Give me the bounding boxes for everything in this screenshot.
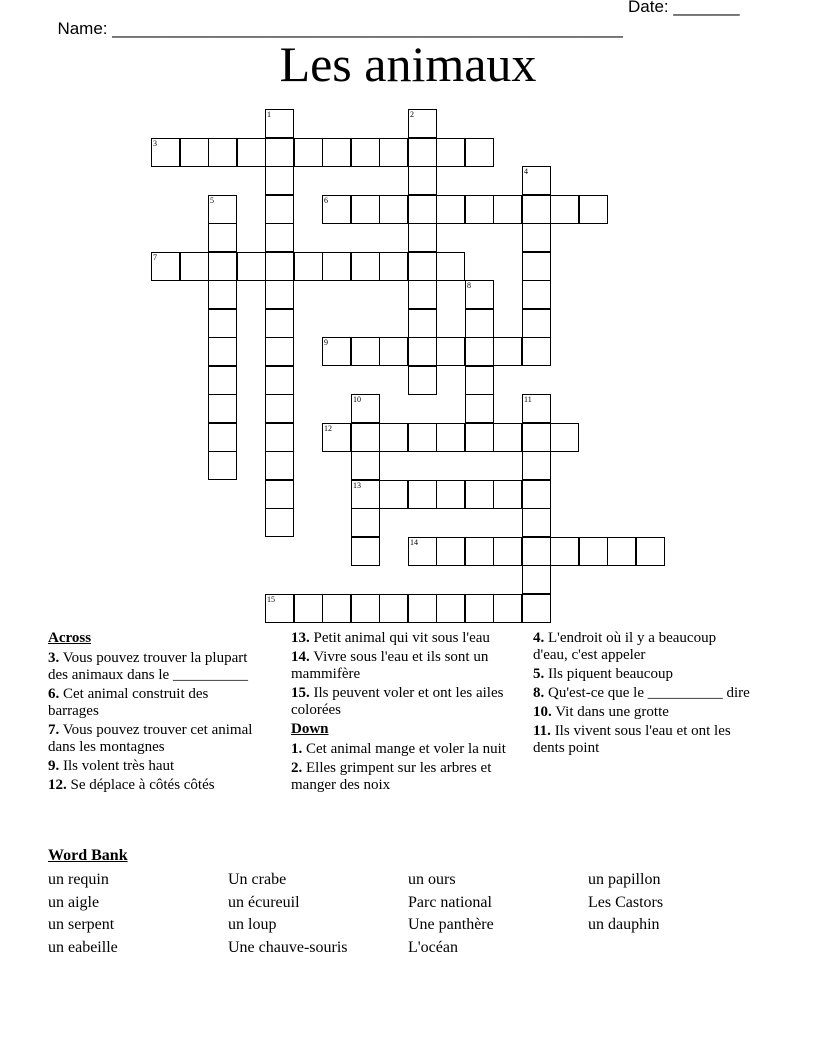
grid-cell[interactable] (265, 394, 294, 423)
grid-cell[interactable] (322, 594, 351, 623)
grid-cell[interactable] (550, 195, 579, 224)
grid-cell[interactable] (465, 366, 494, 395)
clue-text: Qu'est-ce que le __________ dire (548, 685, 750, 701)
grid-cell[interactable] (465, 138, 494, 167)
page-title: Les animaux (279, 36, 537, 92)
grid-cell[interactable] (351, 423, 380, 452)
cell-number: 2 (410, 110, 414, 119)
grid-cell[interactable] (465, 423, 494, 452)
grid-cell[interactable] (208, 138, 237, 167)
grid-cell[interactable] (351, 138, 380, 167)
grid-cell[interactable] (522, 166, 551, 195)
clue (533, 704, 753, 721)
word-bank-item: un dauphin (588, 916, 660, 933)
grid-cell[interactable] (493, 337, 522, 366)
word-bank-column (228, 869, 408, 959)
grid-cell[interactable] (379, 480, 408, 509)
grid-cell[interactable] (408, 195, 437, 224)
clue (533, 630, 753, 664)
grid-cell[interactable] (550, 537, 579, 566)
clue-number: 7. (48, 722, 60, 738)
cell-number: 7 (153, 253, 157, 262)
grid-cell[interactable] (493, 594, 522, 623)
clue-text: Vivre sous l'eau et ils sont un mammifère (291, 649, 489, 682)
grid-cell[interactable] (522, 223, 551, 252)
grid-cell[interactable] (265, 109, 294, 138)
clue-number: 9. (48, 758, 60, 774)
grid-cell[interactable] (607, 537, 636, 566)
grid-cell[interactable] (522, 195, 551, 224)
grid-cell[interactable] (436, 480, 465, 509)
grid-cell[interactable] (493, 195, 522, 224)
grid-cell[interactable] (493, 480, 522, 509)
clue (48, 722, 254, 756)
grid-cell[interactable] (465, 337, 494, 366)
grid-cell[interactable] (265, 280, 294, 309)
grid-cell[interactable] (436, 337, 465, 366)
grid-cell[interactable] (465, 537, 494, 566)
grid-cell[interactable] (265, 309, 294, 338)
grid-cell[interactable] (408, 366, 437, 395)
word-bank-column (588, 869, 768, 937)
grid-cell[interactable] (522, 309, 551, 338)
clue-text: Cet animal construit des barrages (48, 686, 209, 719)
clue (291, 741, 506, 758)
grid-cell[interactable] (408, 537, 437, 566)
grid-cell[interactable] (436, 252, 465, 281)
clue-text: Ils peuvent voler et ont les ailes colorées (291, 685, 504, 718)
grid-cell[interactable] (351, 252, 380, 281)
clue-number: 10. (533, 704, 552, 720)
word-bank-item: Une chauve-souris (228, 938, 348, 956)
grid-cell[interactable] (436, 195, 465, 224)
word-bank-item: un aigle (48, 893, 100, 911)
grid-cell[interactable] (436, 537, 465, 566)
grid-cell[interactable] (351, 394, 380, 423)
grid-cell[interactable] (351, 537, 380, 566)
clue-number: 12. (48, 777, 67, 793)
word-bank-item: L'océan (408, 938, 458, 956)
clue-text: Petit animal qui vit sous l'eau (313, 630, 490, 646)
clue (48, 758, 254, 775)
grid-cell[interactable] (237, 252, 266, 281)
grid-cell[interactable] (522, 508, 551, 537)
grid-cell[interactable] (208, 252, 237, 281)
grid-cell[interactable] (294, 138, 323, 167)
grid-cell[interactable] (237, 138, 266, 167)
clue (48, 686, 254, 720)
grid-cell[interactable] (294, 594, 323, 623)
cell-number: 8 (467, 281, 471, 290)
grid-cell[interactable] (351, 195, 380, 224)
word-bank-item: un ours (408, 871, 456, 888)
clue (291, 760, 506, 794)
word-bank-column (48, 869, 228, 959)
grid-cell[interactable] (465, 394, 494, 423)
grid-cell[interactable] (208, 366, 237, 395)
word-bank-item: un eabeille (48, 938, 118, 956)
cell-number: 3 (153, 139, 157, 148)
cell-number: 1 (267, 110, 271, 119)
cell-number: 12 (324, 424, 332, 433)
clue (291, 630, 506, 647)
cell-number: 4 (524, 167, 528, 176)
grid-cell[interactable] (408, 309, 437, 338)
grid-cell[interactable] (379, 423, 408, 452)
clue-text: Se déplace à côtés côtés (70, 777, 215, 793)
grid-cell[interactable] (550, 423, 579, 452)
grid-cell[interactable] (465, 280, 494, 309)
word-bank-item: Les Castors (588, 893, 664, 911)
word-bank-column (408, 869, 588, 959)
grid-cell[interactable] (265, 223, 294, 252)
grid-cell[interactable] (265, 337, 294, 366)
cell-number: 13 (353, 481, 361, 490)
cell-number: 6 (324, 196, 328, 205)
grid-cell[interactable] (265, 138, 294, 167)
grid-cell[interactable] (379, 252, 408, 281)
grid-cell[interactable] (208, 451, 237, 480)
name-label: Name: ______________________________________________________ (57, 19, 623, 38)
clue (533, 666, 753, 683)
clue-number: 2. (291, 760, 303, 776)
grid-cell[interactable] (322, 138, 351, 167)
across-heading: Across (48, 630, 92, 646)
grid-cell[interactable] (408, 594, 437, 623)
grid-cell[interactable] (408, 337, 437, 366)
grid-cell[interactable] (322, 195, 351, 224)
grid-cell[interactable] (208, 280, 237, 309)
word-bank-item: un requin (48, 871, 109, 888)
grid-cell[interactable] (180, 252, 209, 281)
grid-cell[interactable] (522, 565, 551, 594)
clue-number: 5. (533, 666, 545, 682)
clue-text: Ils volent très haut (63, 758, 175, 774)
grid-cell[interactable] (493, 423, 522, 452)
clue-number: 11. (533, 723, 551, 739)
grid-cell[interactable] (408, 109, 437, 138)
grid-cell[interactable] (351, 480, 380, 509)
grid-cell[interactable] (522, 423, 551, 452)
grid-cell[interactable] (522, 594, 551, 623)
grid-cell[interactable] (265, 166, 294, 195)
date-label: Date: _______ (628, 0, 740, 16)
clue-number: 3. (48, 650, 60, 666)
clue-number: 15. (291, 685, 310, 701)
grid-cell[interactable] (265, 594, 294, 623)
clue-text: Vous pouvez trouver cet animal dans les montagnes (48, 722, 253, 755)
clue (48, 777, 254, 794)
down-clue-list-continued (533, 630, 753, 757)
grid-cell[interactable] (265, 252, 294, 281)
grid-cell[interactable] (522, 394, 551, 423)
grid-cell[interactable] (180, 138, 209, 167)
down-clue-list (291, 741, 506, 794)
grid-cell[interactable] (636, 537, 665, 566)
clue (48, 650, 254, 684)
grid-cell[interactable] (408, 252, 437, 281)
grid-cell[interactable] (208, 195, 237, 224)
grid-cell[interactable] (579, 195, 608, 224)
clue-number: 4. (533, 630, 545, 646)
clues-column-2 (291, 630, 506, 796)
grid-cell[interactable] (408, 223, 437, 252)
grid-cell[interactable] (265, 195, 294, 224)
grid-cell[interactable] (522, 337, 551, 366)
cell-number: 11 (524, 395, 532, 404)
cell-number: 15 (267, 595, 275, 604)
clues-column-3 (533, 630, 753, 759)
grid-cell[interactable] (322, 337, 351, 366)
clue-text: Ils vivent sous l'eau et ont les dents point (533, 723, 731, 756)
clue (533, 723, 753, 757)
clue-number: 14. (291, 649, 310, 665)
word-bank-item: Un crabe (228, 871, 287, 888)
clue-text: Elles grimpent sur les arbres et manger des noix (291, 760, 492, 793)
grid-cell[interactable] (522, 280, 551, 309)
grid-cell[interactable] (522, 451, 551, 480)
grid-cell[interactable] (408, 280, 437, 309)
across-clue-list-continued (291, 630, 506, 719)
grid-cell[interactable] (465, 195, 494, 224)
clue (291, 685, 506, 719)
grid-cell[interactable] (522, 537, 551, 566)
grid-cell[interactable] (379, 138, 408, 167)
down-heading: Down (291, 721, 329, 737)
grid-cell[interactable] (408, 480, 437, 509)
grid-cell[interactable] (379, 337, 408, 366)
grid-cell[interactable] (208, 394, 237, 423)
grid-cell[interactable] (436, 594, 465, 623)
grid-cell[interactable] (151, 252, 180, 281)
grid-cell[interactable] (208, 309, 237, 338)
grid-cell[interactable] (265, 451, 294, 480)
grid-cell[interactable] (465, 480, 494, 509)
word-bank-item: Parc national (408, 893, 492, 911)
word-bank-title: Word Bank (48, 847, 128, 864)
grid-cell[interactable] (265, 480, 294, 509)
across-clue-list (48, 650, 254, 794)
clue-text: Ils piquent beaucoup (548, 666, 673, 682)
grid-cell[interactable] (436, 423, 465, 452)
grid-cell[interactable] (265, 423, 294, 452)
grid-cell[interactable] (493, 537, 522, 566)
grid-cell[interactable] (151, 138, 180, 167)
grid-cell[interactable] (351, 508, 380, 537)
word-bank-item: un papillon (588, 871, 661, 888)
grid-cell[interactable] (208, 423, 237, 452)
word-bank-item: Une panthère (408, 916, 494, 933)
clues-column-1 (48, 630, 254, 796)
grid-cell[interactable] (351, 337, 380, 366)
grid-cell[interactable] (265, 366, 294, 395)
grid-cell[interactable] (351, 594, 380, 623)
clue (533, 685, 753, 702)
grid-cell[interactable] (379, 594, 408, 623)
cell-number: 10 (353, 395, 361, 404)
word-bank-item: un loup (228, 916, 277, 933)
grid-cell[interactable] (465, 309, 494, 338)
word-bank-item: un serpent (48, 916, 115, 933)
clue-number: 6. (48, 686, 60, 702)
clue-number: 8. (533, 685, 545, 701)
grid-cell[interactable] (208, 223, 237, 252)
grid-cell[interactable] (208, 337, 237, 366)
clue-text: Vit dans une grotte (555, 704, 669, 720)
cell-number: 14 (410, 538, 418, 547)
clue-number: 13. (291, 630, 310, 646)
word-bank-item: un écureuil (228, 893, 300, 911)
grid-cell[interactable] (522, 252, 551, 281)
grid-cell[interactable] (294, 252, 323, 281)
clue-text: Vous pouvez trouver la plupart des animaux dans le __________ (48, 650, 248, 683)
grid-cell[interactable] (322, 423, 351, 452)
grid-cell[interactable] (408, 138, 437, 167)
cell-number: 9 (324, 338, 328, 347)
grid-cell[interactable] (322, 252, 351, 281)
clue-text: L'endroit où il y a beaucoup d'eau, c'est appeler (533, 630, 717, 663)
grid-cell[interactable] (265, 508, 294, 537)
clue-number: 1. (291, 741, 303, 757)
grid-cell[interactable] (379, 195, 408, 224)
grid-cell[interactable] (351, 451, 380, 480)
grid-cell[interactable] (408, 423, 437, 452)
grid-cell[interactable] (465, 594, 494, 623)
grid-cell[interactable] (436, 138, 465, 167)
grid-cell[interactable] (408, 166, 437, 195)
grid-cell[interactable] (522, 480, 551, 509)
cell-number: 5 (210, 196, 214, 205)
grid-cell[interactable] (579, 537, 608, 566)
clue (291, 649, 506, 683)
clue-text: Cet animal mange et voler la nuit (306, 741, 506, 757)
